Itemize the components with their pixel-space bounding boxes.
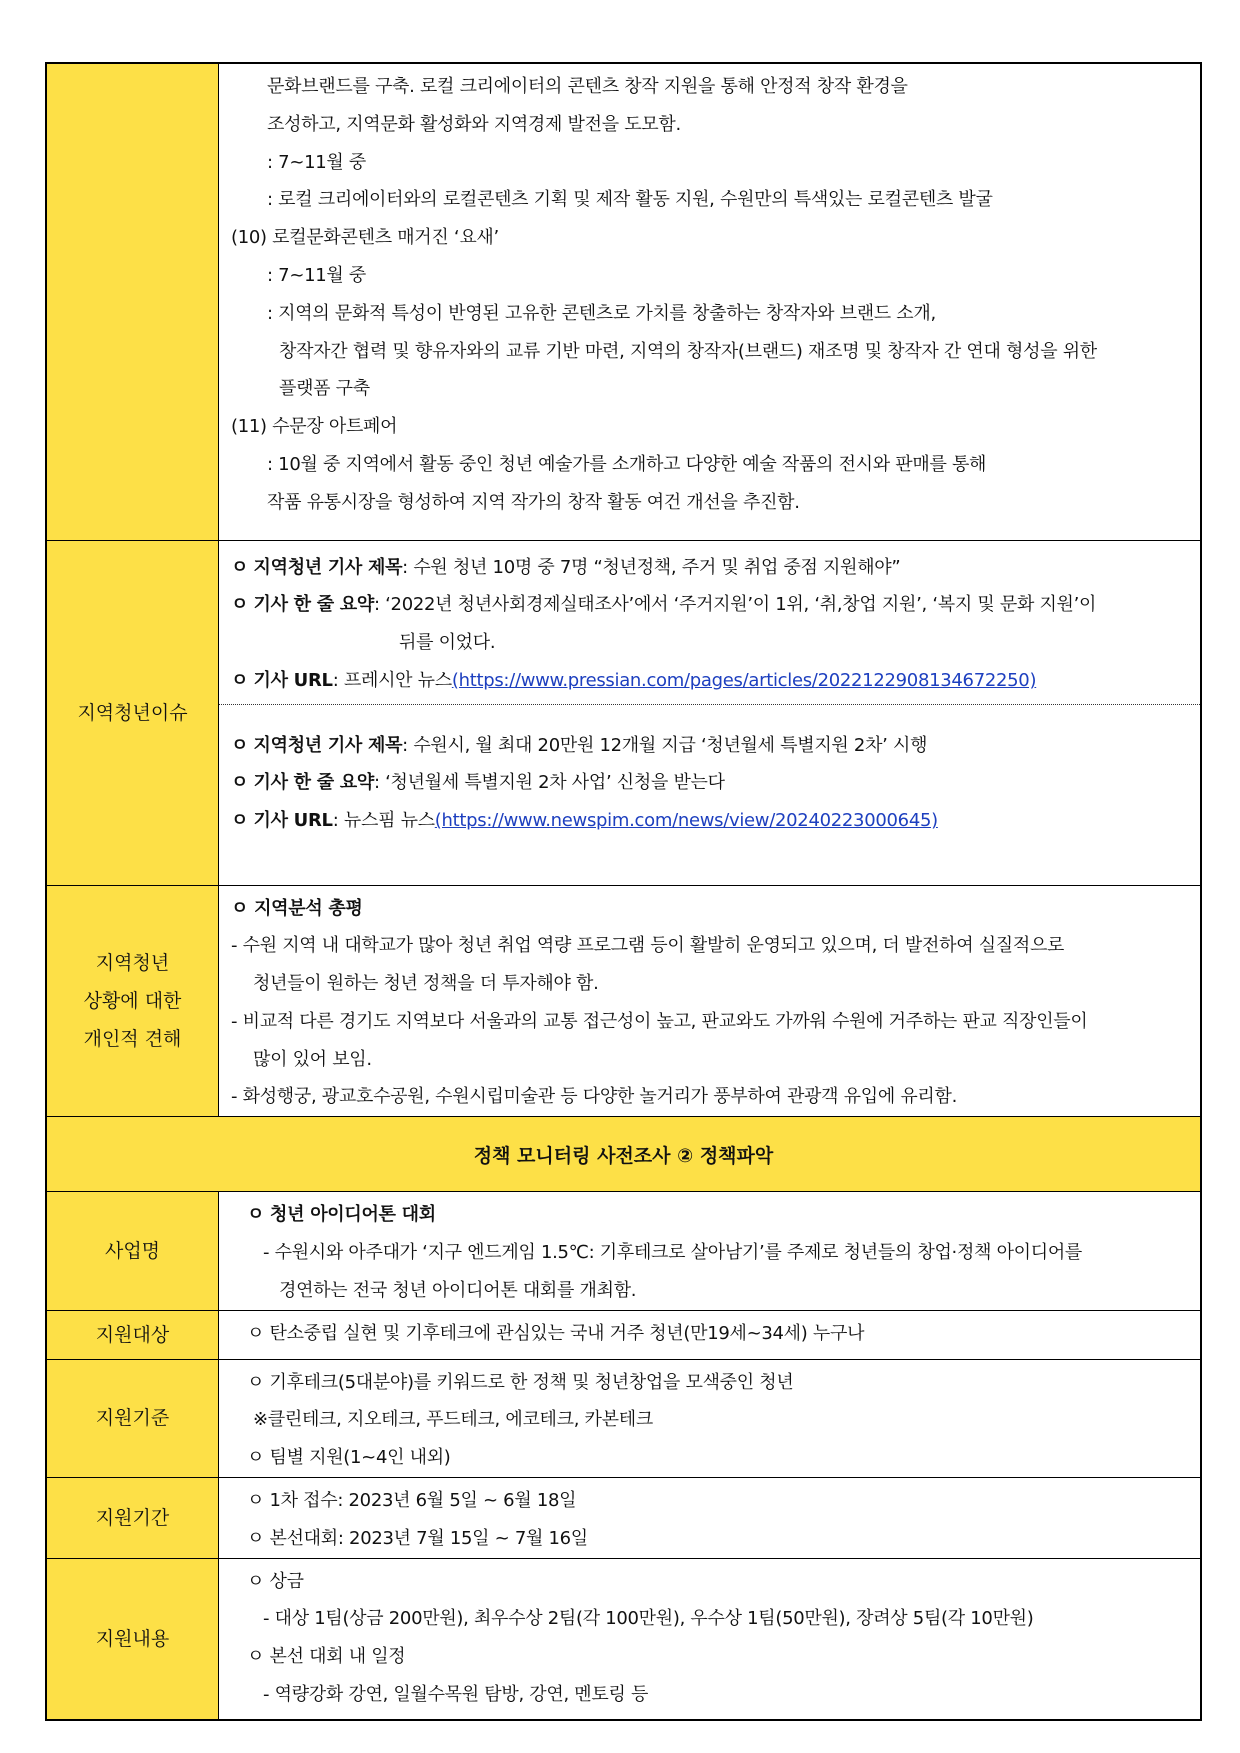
- article-source: : 뉴스핌 뉴스: [332, 810, 435, 832]
- text-line: - 수원 지역 내 대학교가 많아 청년 취업 역량 프로그램 등이 활발히 운영되고 있으며, 더 발전하여 실질적으로: [231, 935, 1065, 957]
- article-summary: : ‘2022년 청년사회경제실태조사’에서 ‘주거지원’이 1위, ‘취,창업 지원’, ‘복지 및 문화 지원’이: [373, 594, 1097, 616]
- text-line: (10) 로컬문화콘텐츠 매거진 ‘요새’: [231, 227, 499, 249]
- opinion-cell: [219, 885, 1202, 1117]
- article-url-label: 기사 URL: [253, 810, 333, 832]
- article-link[interactable]: (https://www.newspim.com/news/view/20240223000645): [434, 810, 938, 832]
- label-line: 개인적 견해: [83, 1027, 182, 1050]
- issue-cell: [219, 540, 1202, 885]
- article-summary-cont: 뒤를 이었다.: [399, 632, 496, 654]
- text-line: 문화브랜드를 구축. 로컬 크리에이터의 콘텐츠 창작 지원을 통해 안정적 창작 환경을: [267, 76, 908, 97]
- article-summary-label: 기사 한 줄 요약: [253, 772, 374, 794]
- article-summary-label: 기사 한 줄 요약: [253, 594, 374, 616]
- text-line: ㅇ 본선 대회 내 일정: [247, 1646, 406, 1668]
- article-title: : 수원시, 월 최대 20만원 12개월 지급 ‘청년월세 특별지원 2차’ 시행: [402, 734, 928, 756]
- label-cell-empty: [46, 63, 219, 540]
- text-line: : 7~11월 중: [267, 151, 367, 173]
- project-heading: ㅇ 청년 아이디어톤 대회: [247, 1204, 436, 1226]
- text-line: - 화성행궁, 광교호수공원, 수원시립미술관 등 다양한 놀거리가 풍부하여 관광객 유입에 유리함.: [231, 1086, 958, 1108]
- program-description-cell: [219, 63, 1202, 540]
- article-title: : 수원 청년 10명 중 7명 “청년정책, 주거 및 취업 중점 지원해야”: [402, 556, 901, 578]
- text-line: : 7~11월 중: [267, 264, 367, 286]
- text-line: 경연하는 전국 청년 아이디어톤 대회를 개최함.: [279, 1279, 637, 1301]
- label-line: 상황에 대한: [83, 989, 182, 1012]
- label-line: 지역청년: [95, 951, 170, 974]
- text-line: : 10월 중 지역에서 활동 중인 청년 예술가를 소개하고 다양한 예술 작품의 전시와 판매를 통해: [267, 453, 987, 475]
- label-regional-youth-issue: 지역청년이슈: [46, 540, 219, 885]
- text-line: 플랫폼 구축: [279, 378, 370, 400]
- opinion-heading: 지역분석 총평: [254, 897, 363, 919]
- text-line: ㅇ 상금: [247, 1570, 304, 1592]
- text-line: 창작자간 협력 및 향유자와의 교류 기반 마련, 지역의 창작자(브랜드) 재조명 및 창작자 간 연대 형성을 위한: [279, 340, 1097, 362]
- text-line: ㅇ 본선대회: 2023년 7월 15일 ~ 7월 16일: [247, 1527, 588, 1549]
- text-line: 작품 유통시장을 형성하여 지역 작가의 창작 활동 여건 개선을 추진함.: [267, 491, 800, 513]
- article-source: : 프레시안 뉴스: [332, 669, 452, 691]
- label-criteria: 지원기준: [46, 1359, 219, 1477]
- project-name-cell: [219, 1192, 1202, 1310]
- text-line: ㅇ 팀별 지원(1~4인 내외): [247, 1447, 451, 1469]
- text-line: : 지역의 문화적 특성이 반영된 고유한 콘텐츠로 가치를 창출하는 창작자와 브랜드 소개,: [267, 302, 936, 324]
- text-line: 조성하고, 지역문화 활성화와 지역경제 발전을 도모함.: [267, 113, 681, 135]
- text-line: ㅇ 기후테크(5대분야)를 키워드로 한 정책 및 청년창업을 모색중인 청년: [247, 1371, 794, 1393]
- text-line: ㅇ 1차 접수: 2023년 6월 5일 ~ 6월 18일: [247, 1490, 577, 1512]
- article-title-label: 지역청년 기사 제목: [253, 556, 403, 578]
- article-title-label: 지역청년 기사 제목: [253, 734, 403, 756]
- label-personal-opinion: [46, 885, 219, 1117]
- bullet: ㅇ: [231, 556, 249, 578]
- text-line: 많이 있어 보임.: [253, 1048, 372, 1070]
- text-line: - 수원시와 아주대가 ‘지구 엔드게임 1.5℃: 기후테크로 살아남기’를 주제로 청년들의 창업·정책 아이디어를: [263, 1242, 1083, 1264]
- label-period: 지원기간: [46, 1478, 219, 1559]
- content-cell: [219, 1558, 1202, 1720]
- bullet: ㅇ: [231, 772, 249, 794]
- text-line: ※클린테크, 지오테크, 푸드테크, 에코테크, 카본테크: [253, 1409, 653, 1431]
- label-project-name: 사업명: [46, 1192, 219, 1310]
- bullet: ㅇ: [231, 810, 249, 832]
- article-summary: : ‘청년월세 특별지원 2차 사업’ 신청을 받는다: [373, 772, 725, 794]
- text-line: - 대상 1팀(상금 200만원), 최우수상 2팀(각 100만원), 우수상 1팀(50만원), 장려상 5팀(각 10만원): [263, 1608, 1034, 1630]
- section-header: 정책 모니터링 사전조사 ② 정책파악: [46, 1117, 1201, 1192]
- bullet: ㅇ: [231, 669, 249, 691]
- article-url-label: 기사 URL: [253, 669, 333, 691]
- label-content: 지원내용: [46, 1558, 219, 1720]
- bullet: ㅇ: [231, 734, 249, 756]
- text-line: ㅇ 탄소중립 실현 및 기후테크에 관심있는 국내 거주 청년(만19세~34세) 누구나: [247, 1322, 865, 1344]
- article-link[interactable]: (https://www.pressian.com/pages/articles/2022122908134672250): [451, 669, 1037, 691]
- label-target: 지원대상: [46, 1310, 219, 1359]
- criteria-cell: [219, 1359, 1202, 1477]
- period-cell: [219, 1478, 1202, 1559]
- text-line: : 로컬 크리에이터와의 로컬콘텐츠 기획 및 제작 활동 지원, 수원만의 특색있는 로컬콘텐츠 발굴: [267, 189, 993, 211]
- text-line: - 역량강화 강연, 일월수목원 탐방, 강연, 멘토링 등: [263, 1684, 649, 1706]
- text-line: - 비교적 다른 경기도 지역보다 서울과의 교통 접근성이 높고, 판교와도 가까워 수원에 거주하는 판교 직장인들이: [231, 1010, 1088, 1032]
- text-line: 청년들이 원하는 청년 정책을 더 투자해야 함.: [253, 973, 599, 995]
- bullet: ㅇ: [231, 594, 249, 616]
- target-cell: [219, 1310, 1202, 1359]
- text-line: (11) 수문장 아트페어: [231, 416, 398, 438]
- document-table: [45, 62, 1202, 1721]
- dotted-divider: [219, 704, 1200, 705]
- bullet: ㅇ: [231, 897, 249, 919]
